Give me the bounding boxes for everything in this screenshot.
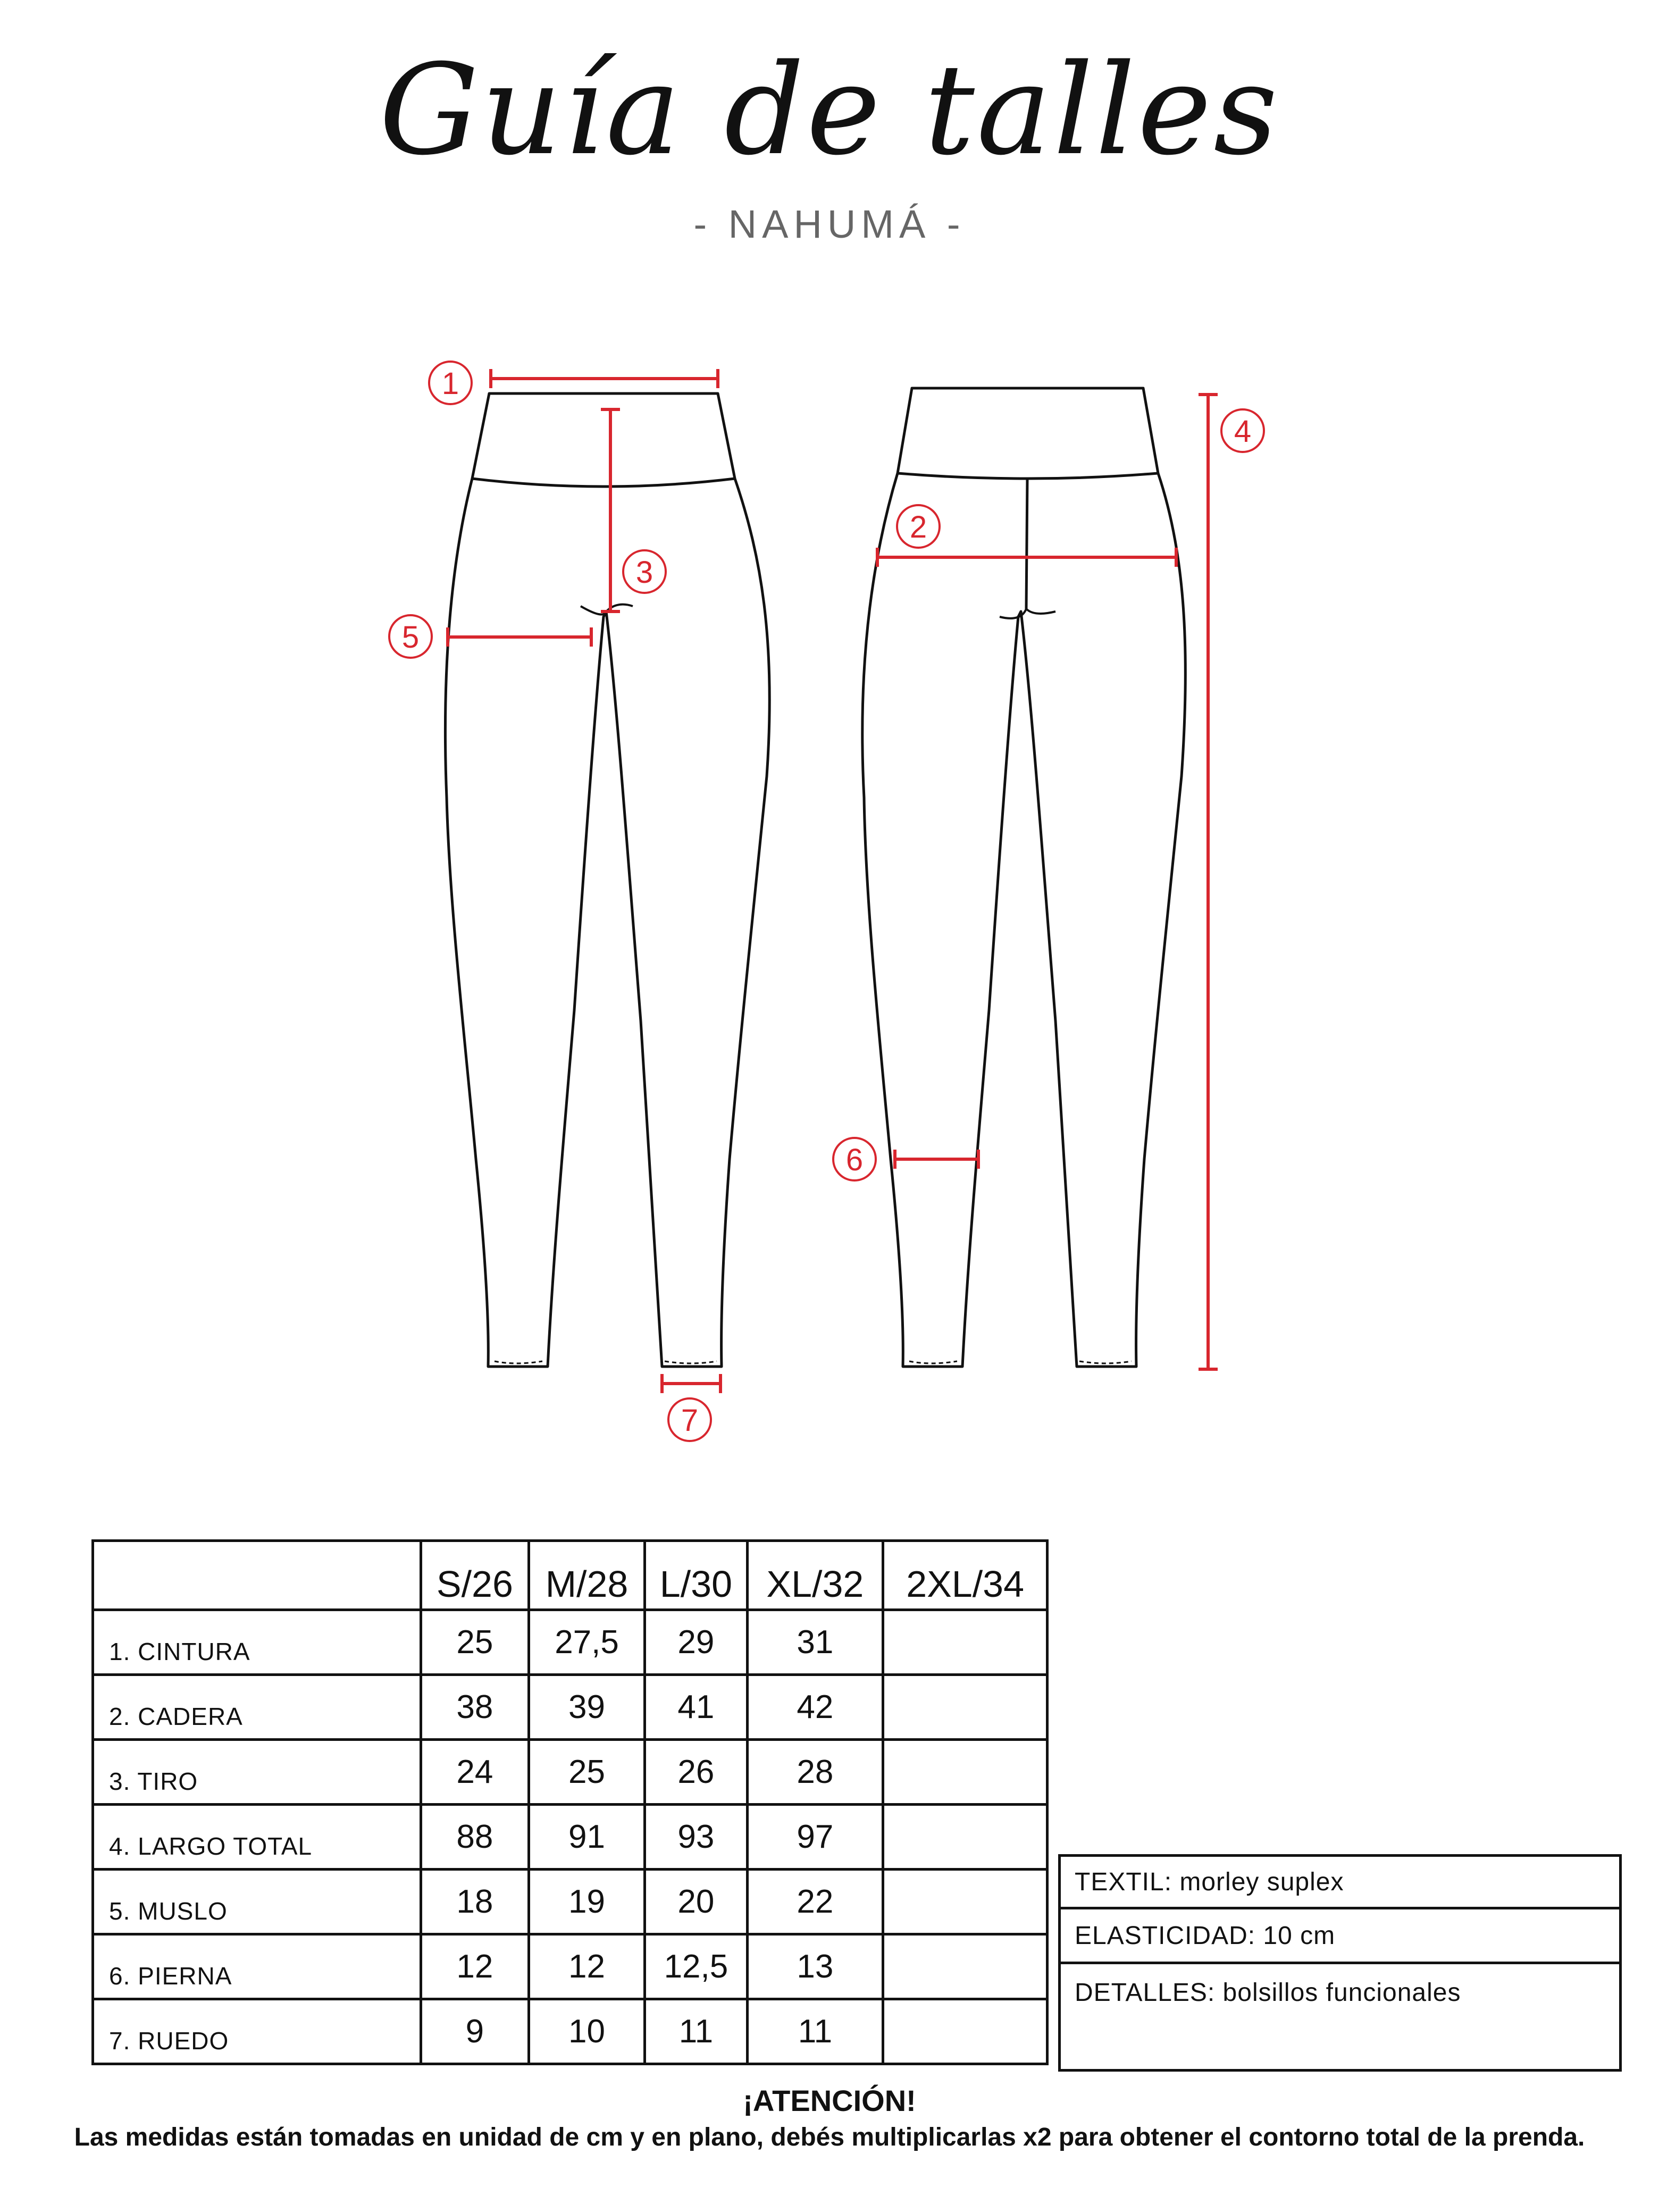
cell-value: 88 (421, 1805, 529, 1870)
page-title: Guía de talles (379, 38, 1280, 183)
cell-value: 31 (747, 1610, 883, 1675)
cell-value: 22 (747, 1870, 883, 1934)
row-label: 2. CADERA (93, 1675, 421, 1740)
back-hem-right (1079, 1361, 1132, 1363)
table-row (93, 1675, 1048, 1740)
cell-value: 41 (645, 1675, 747, 1740)
cell-value: 25 (529, 1740, 645, 1805)
back-hem-left (909, 1361, 957, 1363)
measurement-lines (448, 369, 1218, 1393)
front-hem-left (495, 1361, 542, 1363)
attention-note: Las medidas están tomadas en unidad de cm y en plano, debés multiplicarlas x2 para obtener el contorno total de la prenda. (74, 2123, 1585, 2151)
marker-7 (668, 1398, 711, 1441)
row-label: 4. LARGO TOTAL (93, 1805, 421, 1870)
fabric-info-table (1058, 1854, 1622, 2072)
size-header: S/26 (421, 1541, 529, 1610)
back-center-seam (1026, 479, 1027, 609)
marker-7-label: 7 (681, 1403, 699, 1438)
size-header: 2XL/34 (883, 1541, 1048, 1610)
cell-value: 24 (421, 1740, 529, 1805)
measure-line-cintura (491, 369, 718, 388)
cell-value: 12,5 (645, 1934, 747, 1999)
measure-line-largo (1199, 395, 1218, 1369)
cell-value (883, 1805, 1048, 1870)
cell-value: 18 (421, 1870, 529, 1934)
detalles-info: DETALLES: bolsillos funcionales (1060, 1963, 1621, 2071)
marker-2 (897, 505, 940, 548)
cell-value: 10 (529, 1999, 645, 2064)
cell-value: 25 (421, 1610, 529, 1675)
cell-value: 29 (645, 1610, 747, 1675)
cell-value: 38 (421, 1675, 529, 1740)
measure-line-ruedo (662, 1374, 720, 1393)
cell-value: 42 (747, 1675, 883, 1740)
marker-3-label: 3 (635, 555, 653, 590)
cell-value: 91 (529, 1805, 645, 1870)
cell-value: 9 (421, 1999, 529, 2064)
row-label: 3. TIRO (93, 1740, 421, 1805)
cell-value: 97 (747, 1805, 883, 1870)
size-table (91, 1539, 1049, 2065)
measure-line-tiro (601, 409, 620, 611)
size-header: XL/32 (747, 1541, 883, 1610)
marker-5 (389, 615, 432, 658)
row-label: 6. PIERNA (93, 1934, 421, 1999)
back-waistband-seam (898, 473, 1158, 479)
size-table-header (93, 1541, 1048, 1610)
table-row (93, 1999, 1048, 2064)
size-table-corner (93, 1541, 421, 1610)
table-row (93, 1740, 1048, 1805)
elasticidad-info: ELASTICIDAD: 10 cm (1060, 1908, 1621, 1963)
cell-value: 93 (645, 1805, 747, 1870)
cell-value: 27,5 (529, 1610, 645, 1675)
marker-4-label: 4 (1234, 414, 1252, 449)
table-row (93, 1805, 1048, 1870)
size-header: M/28 (529, 1541, 645, 1610)
marker-1 (429, 362, 472, 404)
marker-6 (833, 1138, 876, 1180)
cell-value: 19 (529, 1870, 645, 1934)
front-hem-right (665, 1361, 717, 1363)
cell-value (883, 1999, 1048, 2064)
marker-2-label: 2 (909, 510, 927, 544)
marker-4 (1221, 409, 1264, 452)
cell-value (883, 1675, 1048, 1740)
row-label: 5. MUSLO (93, 1870, 421, 1934)
cell-value: 39 (529, 1675, 645, 1740)
marker-5-label: 5 (401, 620, 420, 655)
marker-6-label: 6 (845, 1143, 864, 1177)
cell-value (883, 1740, 1048, 1805)
attention-heading: ¡ATENCIÓN! (743, 2084, 916, 2117)
marker-3 (623, 550, 666, 593)
table-row (93, 1934, 1048, 1999)
table-row (93, 1870, 1048, 1934)
cell-value: 11 (645, 1999, 747, 2064)
textil-info: TEXTIL: morley suplex (1060, 1856, 1621, 1908)
cell-value (883, 1610, 1048, 1675)
cell-value: 11 (747, 1999, 883, 2064)
cell-value: 26 (645, 1740, 747, 1805)
brand-subtitle: - NAHUMÁ - (693, 202, 966, 246)
cell-value: 12 (421, 1934, 529, 1999)
back-crotch-gusset (1000, 609, 1055, 618)
size-header: L/30 (645, 1541, 747, 1610)
measure-line-muslo (448, 627, 591, 647)
front-waistband-seam (472, 479, 735, 487)
measure-line-pierna (895, 1150, 978, 1169)
row-label: 1. CINTURA (93, 1610, 421, 1675)
table-row (93, 1610, 1048, 1675)
leggings-front-view (445, 393, 769, 1367)
cell-value: 12 (529, 1934, 645, 1999)
marker-1-label: 1 (441, 366, 459, 401)
cell-value: 13 (747, 1934, 883, 1999)
front-outline (445, 393, 769, 1367)
cell-value: 28 (747, 1740, 883, 1805)
cell-value (883, 1934, 1048, 1999)
cell-value (883, 1870, 1048, 1934)
row-label: 7. RUEDO (93, 1999, 421, 2064)
cell-value: 20 (645, 1870, 747, 1934)
